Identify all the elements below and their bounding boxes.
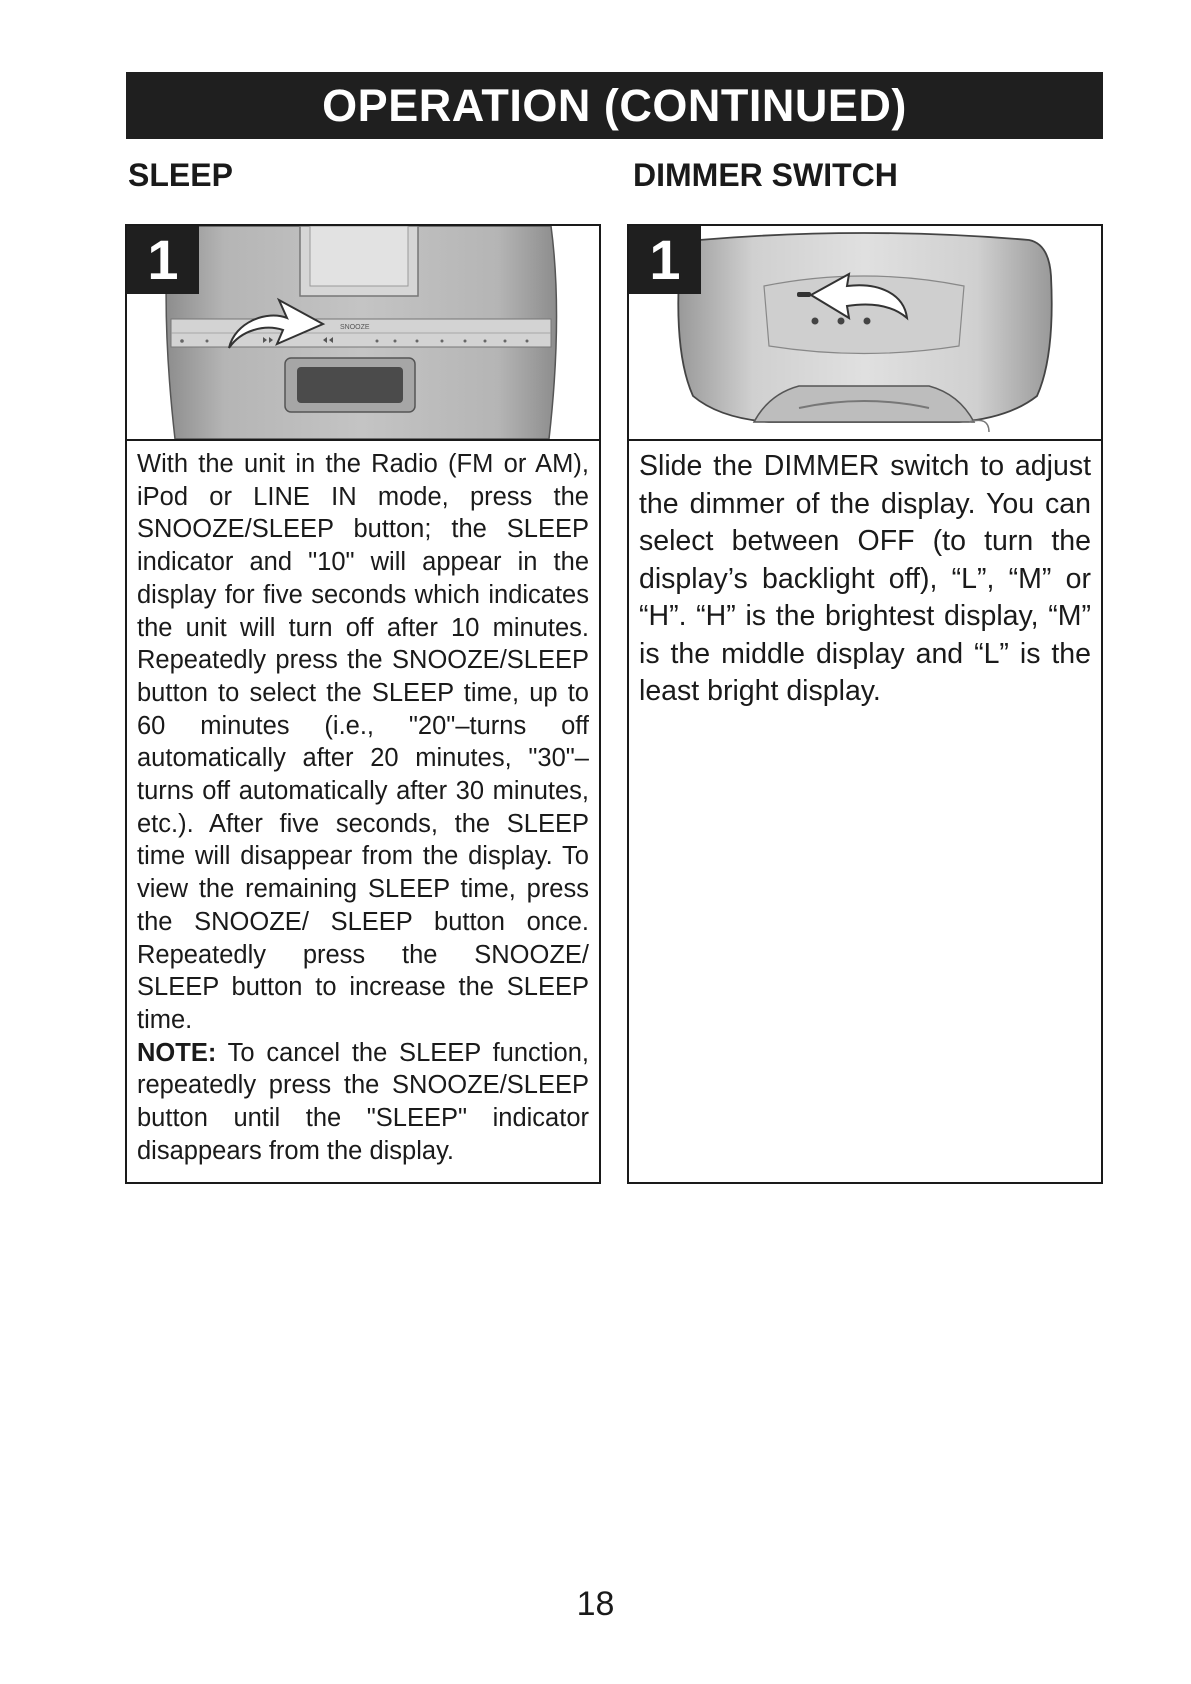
sleep-step-badge: 1 xyxy=(127,226,199,294)
note-text: To cancel the SLEEP function, repeatedly press the SNOOZE/SLEEP button until the "SLEEP" indicator disappears from the display. xyxy=(137,1038,589,1165)
sleep-panel xyxy=(125,224,601,1184)
dimmer-instructions xyxy=(639,448,1091,711)
snooze-button-label: SNOOZE xyxy=(340,324,370,331)
dimmer-illustration xyxy=(629,226,1101,441)
note-label: NOTE: xyxy=(137,1038,217,1067)
dimmer-body-text: Slide the DIMMER switch to adjust the dimmer of the display. You can select between OFF (to turn the display’s backlight off), “L”, “M” or “H”. “H” is the brightest display, “M” is the middle display and “L” is the least bright display. xyxy=(639,450,1091,707)
sleep-heading: SLEEP xyxy=(128,157,233,193)
dimmer-step-badge: 1 xyxy=(629,226,701,294)
sleep-illustration xyxy=(127,226,599,441)
dimmer-switch-panel xyxy=(627,224,1103,1184)
sleep-note xyxy=(137,1037,589,1168)
sleep-instructions xyxy=(137,448,589,1167)
dimmer-switch-heading: DIMMER SWITCH xyxy=(633,157,898,193)
page-header xyxy=(126,72,1103,139)
sleep-body-text: With the unit in the Radio (FM or AM), iPod or LINE IN mode, press the SNOOZE/SLEEP button; the SLEEP indicator and "10" will appear in the display for five seconds which indicates the unit will turn off after 10 minutes. Repeatedly press the SNOOZE/SLEEP button to select the SLEEP time, up to 60 minutes (i.e., "20"–turns off automatically after 20 minutes, "30"–turns off automatically after 30 minutes, etc.). After five seconds, the SLEEP time will disappear from the display. To view the remaining SLEEP time, press the SNOOZE/ SLEEP button once. Repeatedly press the SNOOZE/ SLEEP button to increase the SLEEP time. xyxy=(137,450,589,1034)
page-title: OPERATION (CONTINUED) xyxy=(322,80,907,131)
page-number: 18 xyxy=(576,1585,615,1623)
dimmer-switch-slider xyxy=(797,292,811,297)
